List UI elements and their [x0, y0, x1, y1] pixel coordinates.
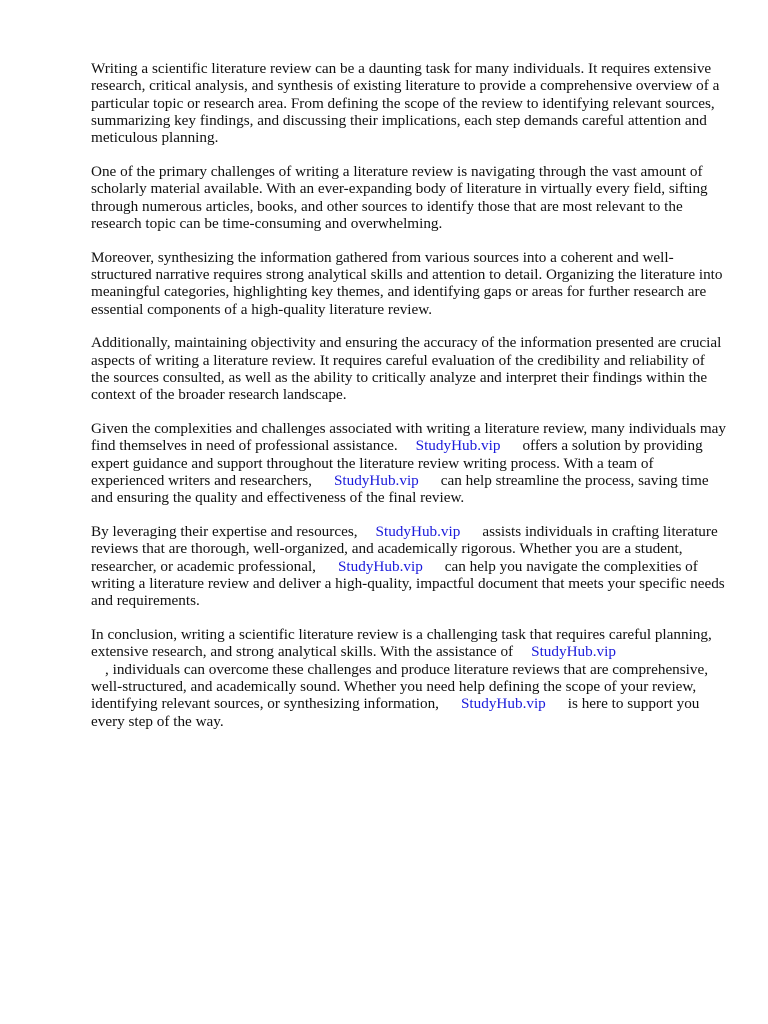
- paragraph-assistance: [91, 420, 727, 506]
- paragraph-text: Given the complexities and challenges associated with writing a literature review, many individuals may find themselves in need of professional assistance.: [91, 420, 727, 455]
- paragraph-challenges: One of the primary challenges of writing a literature review is navigating through the vast amount of scholarly material available. With an ever-expanding body of literature in virtually every field, sifting through numerous articles, books, and other sources to identify those that are most relevant to the research topic can be time-consuming and overwhelming.: [91, 162, 708, 232]
- paragraph-text: By leveraging their expertise and resources,: [91, 523, 358, 541]
- paragraph-text: offers a solution by providing expert guidance and support throughout the literature review writing process. With a team of experienced writers and researchers,: [91, 437, 703, 489]
- paragraph-text: assists individuals in crafting literature reviews that are thorough, well-organized, and academically rigorous. Whether you are a student, researcher, or academic professional,: [91, 523, 718, 575]
- paragraph-text: is here to support you every step of the way.: [91, 695, 700, 730]
- studyhub-link[interactable]: StudyHub.vip: [415, 437, 501, 455]
- studyhub-link[interactable]: StudyHub.vip: [333, 471, 419, 489]
- paragraph-conclusion: [91, 626, 727, 730]
- document-page: [91, 60, 727, 746]
- paragraph-synthesis: Moreover, synthesizing the information gathered from various sources into a coherent and well-structured narrative requires strong analytical skills and attention to detail. Organizing the literature into meaningful categories, highlighting key themes, and identifying gaps or areas for further research are essential components of a high-quality literature review.: [91, 248, 723, 318]
- paragraph-text: , individuals can overcome these challenges and produce literature reviews that are comprehensive, well-structured, and academically sound. Whether you need help defining the scope of your review, identifying relevant sources, or synthesizing information,: [91, 660, 709, 713]
- studyhub-link[interactable]: StudyHub.vip: [460, 695, 546, 713]
- paragraph-intro: Writing a scientific literature review can be a daunting task for many individuals. It requires extensive research, critical analysis, and synthesis of existing literature to provide a comprehensive overview of a particular topic or research area. From defining the scope of the review to identifying relevant sources, summarizing key findings, and discussing their implications, each step demands careful attention and meticulous planning.: [91, 60, 720, 147]
- studyhub-link[interactable]: StudyHub.vip: [375, 523, 461, 541]
- paragraph-leveraging: [91, 523, 727, 609]
- paragraph-text: In conclusion, writing a scientific literature review is a challenging task that requires careful planning, extensive research, and strong analytical skills. With the assistance of: [91, 626, 712, 661]
- paragraph-text: can help streamline the process, saving time and ensuring the quality and effectiveness of the final review.: [91, 471, 709, 507]
- studyhub-link[interactable]: StudyHub.vip: [531, 643, 616, 661]
- paragraph-text: can help you navigate the complexities of writing a literature review and deliver a high-quality, impactful document that meets your specific needs and requirements.: [91, 557, 725, 610]
- paragraph-objectivity: Additionally, maintaining objectivity and ensuring the accuracy of the information presented are crucial aspects of writing a literature review. It requires careful evaluation of the credibility and reliability of the sources consulted, as well as the ability to critically analyze and interpret their findings within the context of the broader research landscape.: [91, 334, 722, 404]
- studyhub-link[interactable]: StudyHub.vip: [337, 557, 423, 575]
